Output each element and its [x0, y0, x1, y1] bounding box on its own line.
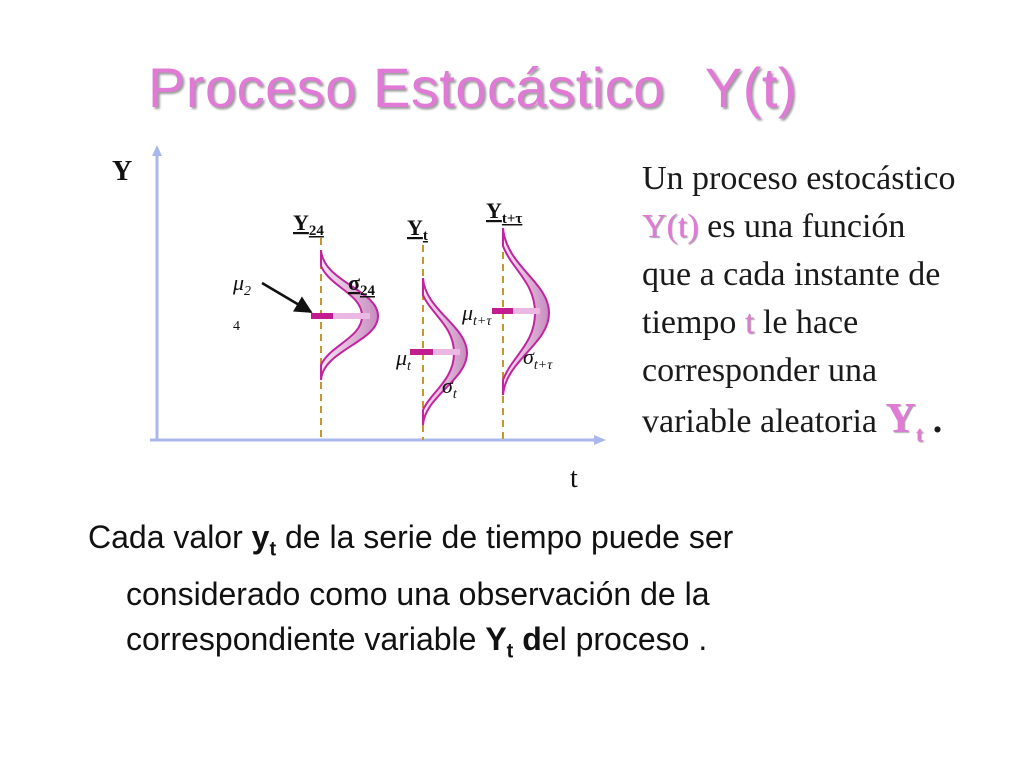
process-symbol: Y(t) — [642, 208, 699, 245]
observation-symbol: $y_t$ — [251, 519, 277, 561]
mu-label-t: $\mu_t$ — [396, 345, 411, 374]
random-variable-symbol: $Y_t$ — [885, 396, 924, 447]
sigma-label-24: $\sigma_{24}$ — [348, 270, 375, 299]
sigma-label-t-tau: $\sigma_{t+\tau}$ — [523, 344, 553, 373]
distribution-yt — [395, 215, 467, 440]
definition-line-2: Y(t) es una función — [642, 208, 906, 245]
footnote-line-1: Cada valor $y_t$ de la serie de tiempo puede ser — [88, 519, 734, 561]
mu-label-24-wrap: 4 — [233, 319, 240, 334]
mu-label-t-tau: $\mu_{t+\tau}$ — [462, 300, 492, 329]
mu-label-24: $\mu_2$ — [233, 270, 252, 299]
sigma-label-t: $\sigma_t$ — [442, 373, 457, 402]
mu-pointer-arrow — [262, 283, 311, 312]
y-axis-arrow — [152, 145, 162, 156]
distribution-y24 — [232, 210, 378, 440]
footnote-line-3: correspondiente variable $Y_t$ del proceso . — [126, 621, 708, 663]
distribution-yt-tau — [461, 198, 553, 440]
definition-line-3: que a cada instante de — [642, 256, 941, 293]
curve-label-t-tau: $Y_{t+\tau}$ — [486, 198, 523, 227]
axes — [112, 145, 606, 494]
footnote-text — [88, 515, 988, 675]
curve-label-24: $Y_{24}$ — [293, 210, 324, 239]
definition-line-5: corresponder una — [642, 352, 878, 389]
title-process-symbol: Y(t) — [704, 56, 798, 119]
x-axis-label: t — [570, 463, 578, 494]
time-symbol: t — [744, 304, 755, 341]
x-axis-arrow — [594, 435, 606, 445]
definition-text — [642, 155, 1017, 458]
curve-label-t: $Y_t$ — [407, 215, 428, 244]
y-axis-label: Y — [112, 156, 133, 187]
definition-line-6: variable aleatoria $Y_t$ . — [642, 396, 943, 447]
footnote-line-2: considerado como una observación de la — [126, 576, 710, 613]
definition-line-1: Un proceso estocástico — [642, 160, 956, 197]
definition-line-4: tiempo t le hace — [642, 304, 859, 341]
variable-symbol: $Y_t$ — [485, 621, 514, 663]
title-text: Proceso Estocástico — [148, 56, 665, 119]
